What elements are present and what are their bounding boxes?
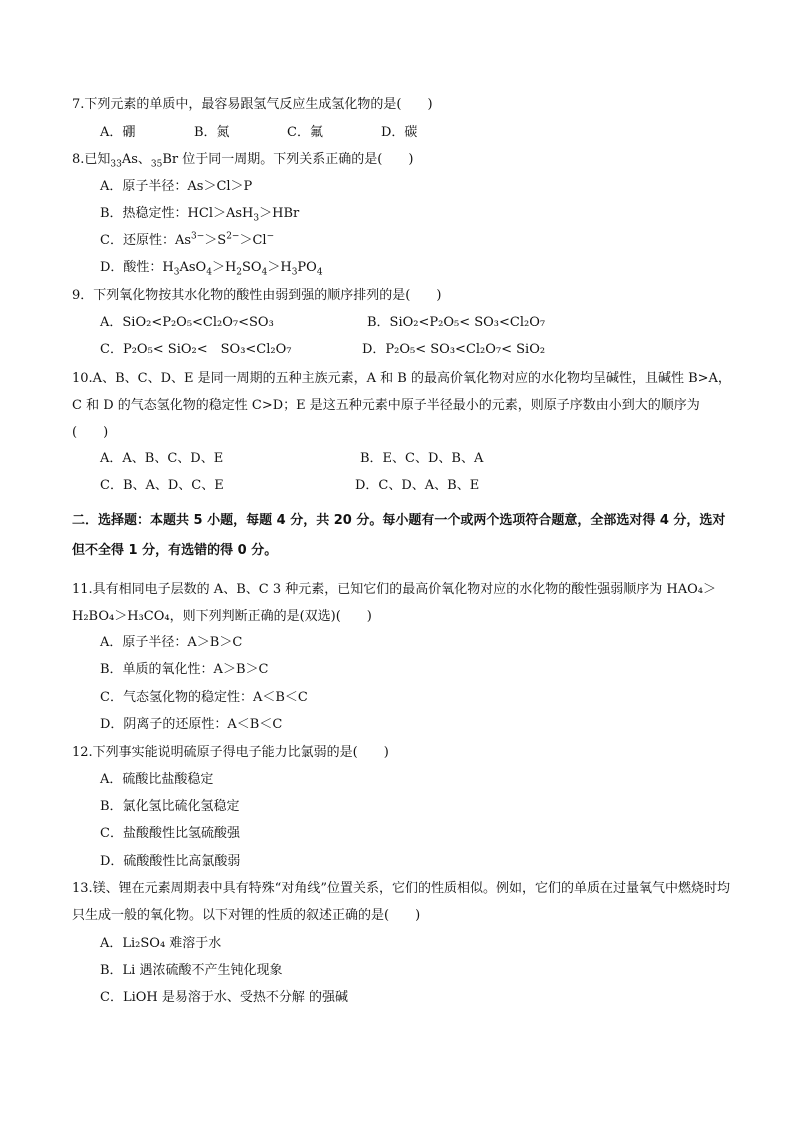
question-12-option-b: B．氯化氢比硫化氢稳定: [100, 799, 240, 814]
question-11-option-d: D．阴离子的还原性：A＜B＜C: [100, 717, 283, 732]
question-9-option-b: B．SiO₂<P₂O₅< SO₃<Cl₂O₇: [367, 315, 546, 330]
question-7-option-c: C．氟: [287, 125, 323, 140]
question-12-stem: 12.下列事实能说明硫原子得电子能力比氯弱的是( ): [72, 745, 389, 760]
question-9-option-a: A．SiO₂<P₂O₅<Cl₂O₇<SO₃: [100, 315, 274, 330]
question-11-option-c: C．气态氢化物的稳定性：A＜B＜C: [100, 690, 308, 705]
question-12-option-d: D．硫酸酸性比高氯酸弱: [100, 854, 241, 869]
question-10-option-d: D．C、D、A、B、E: [355, 478, 480, 493]
question-7-option-b: B．氮: [194, 125, 230, 140]
question-8-stem: 8.已知$_{33}$As、$_{35}$Br 位于同一周期。下列关系正确的是( ): [72, 152, 414, 170]
question-13-option-b: B．Li 遇浓硫酸不产生钝化现象: [100, 963, 283, 978]
question-8-option-b: B．热稳定性：HCl＞AsH$_3$＞HBr: [100, 206, 300, 224]
question-11-option-a: A．原子半径：A＞B＞C: [100, 635, 243, 650]
question-10-option-a: A．A、B、C、D、E: [100, 451, 224, 466]
question-13-option-a: A．Li₂SO₄ 难溶于水: [100, 936, 222, 951]
question-10-option-c: C．B、A、D、C、E: [100, 478, 224, 493]
question-8-option-c: C．还原性：$As^{3-}>S^{2-}>Cl^-$: [100, 231, 275, 248]
question-8-option-d: D．酸性：$H_3AsO_4>H_2SO_4>H_3PO_4$: [100, 260, 323, 278]
question-11-stem: 11.具有相同电子层数的 A、B、C 3 种元素，已知它们的最高价氧化物对应的水化物的酸性强弱顺序为 HAO₄＞H₂BO₄＞H₃CO₄，则下列判断正确的是(双选)( ): [72, 582, 716, 624]
question-9-option-c: C．P₂O₅< SiO₂< SO₃<Cl₂O₇: [100, 342, 292, 357]
section-2-heading: 二．选择题：本题共 5 小题，每题 4 分，共 20 分。每小题有一个或两个选项符合题意，全部选对得 4 分，选对但不全得 1 分，有选错的得 0 分。: [72, 513, 726, 558]
question-11-option-b: B．单质的氧化性：A＞B＞C: [100, 662, 269, 677]
question-12-option-a: A．硫酸比盐酸稳定: [100, 772, 214, 787]
question-13-stem: 13.镁、锂在元素周期表中具有特殊“对角线”位置关系，它们的性质相似。例如，它们的单质在过量氧气中燃烧时均只生成一般的氧化物。以下对锂的性质的叙述正确的是( ): [72, 881, 730, 923]
question-10-option-b: B．E、C、D、B、A: [360, 451, 484, 466]
question-10-stem: 10.A、B、C、D、E 是同一周期的五种主族元素，A 和 B 的最高价氧化物对应的水化物均呈碱性，且碱性 B>A，C 和 D 的气态氢化物的稳定性 C>D；E 是这五种元素中原子半径最小的元素，则原子序数由小到大的顺序为( ): [72, 371, 731, 440]
question-13-option-c: C．LiOH 是易溶于水、受热不分解 的强碱: [100, 990, 348, 1005]
question-7-stem: 7.下列元素的单质中，最容易跟氢气反应生成氢化物的是( ): [72, 97, 433, 112]
question-9-stem: 9．下列氧化物按其水化物的酸性由弱到强的顺序排列的是( ): [72, 288, 442, 303]
question-7-option-d: D．碳: [381, 125, 418, 140]
question-7-option-a: A．硼: [100, 125, 136, 140]
question-9-option-d: D．P₂O₅< SO₃<Cl₂O₇< SiO₂: [362, 342, 546, 357]
question-12-option-c: C．盐酸酸性比氢硫酸强: [100, 826, 240, 841]
question-8-option-a: A．原子半径：As＞Cl＞P: [100, 179, 253, 194]
